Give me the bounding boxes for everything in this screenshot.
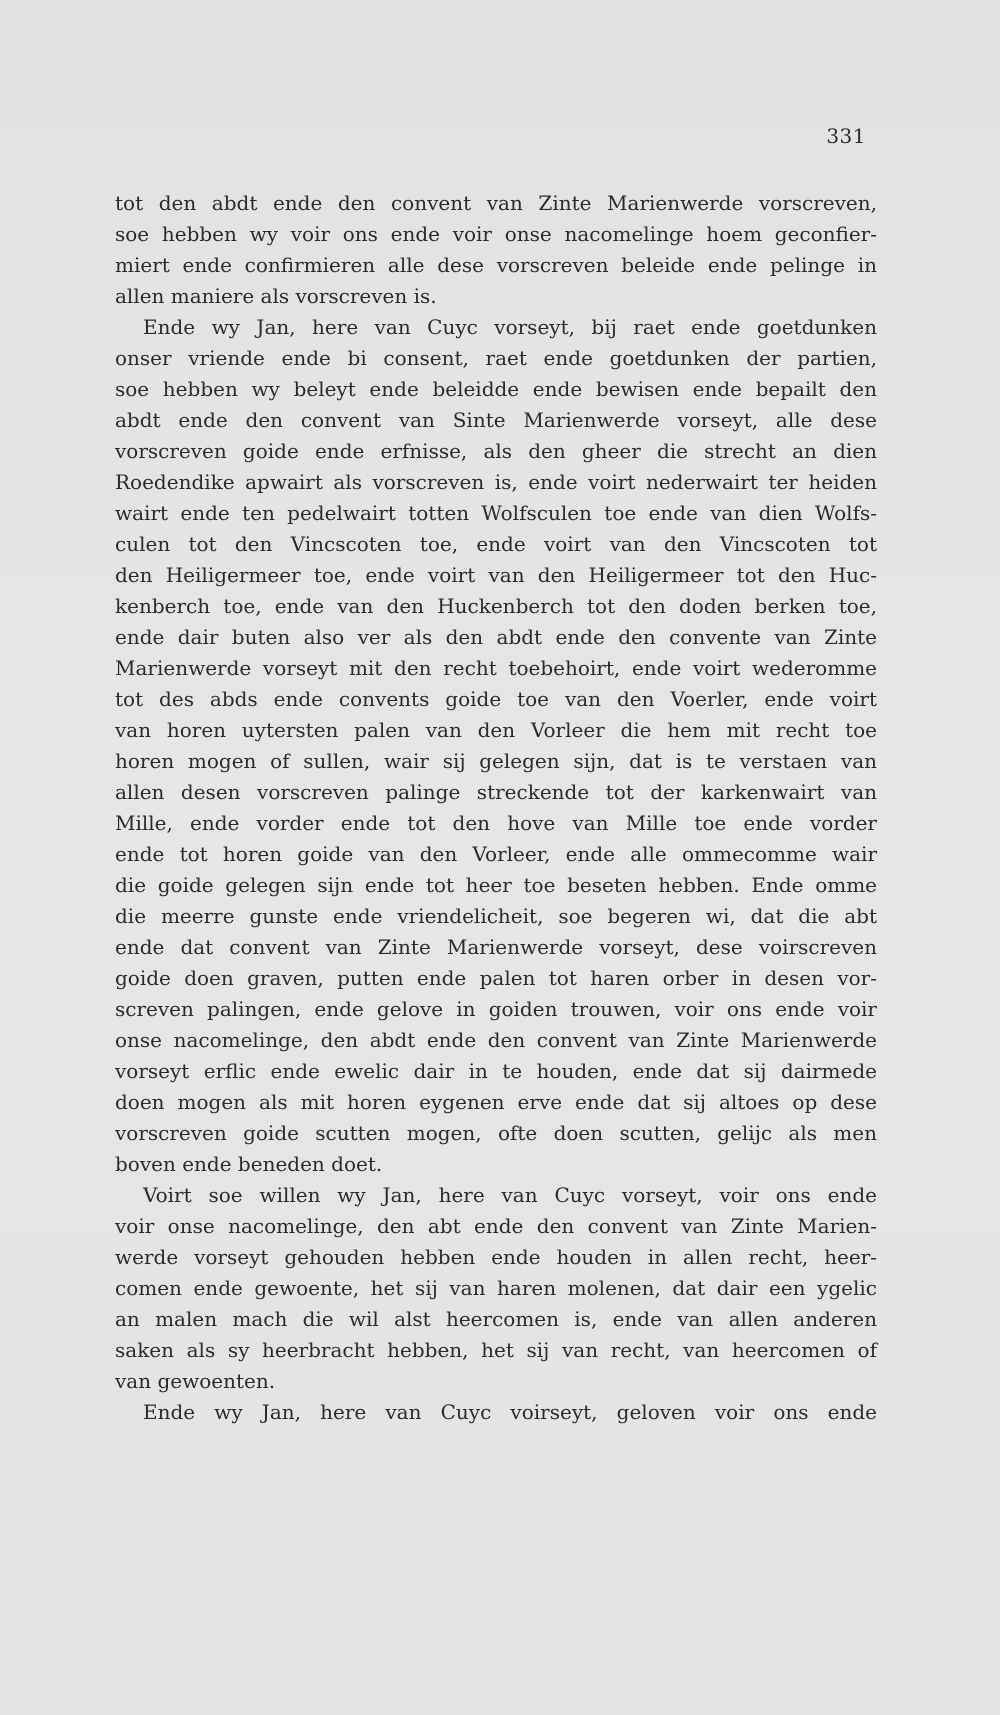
text-line: van gewoenten.	[115, 1369, 276, 1393]
text-line: die goide gelegen sijn ende tot heer toe beseten hebben. Ende omme	[115, 873, 877, 897]
text-line: ende dair buten also ver als den abdt ende den convente van Zinte	[115, 625, 877, 649]
paragraph	[115, 1180, 877, 1397]
text-line: boven ende beneden doet.	[115, 1152, 383, 1176]
text-line: goide doen graven, putten ende palen tot haren orber in desen vor-	[115, 966, 877, 990]
text-line: saken als sy heerbracht hebben, het sij van recht, van heercomen of	[115, 1338, 877, 1362]
text-line: die meerre gunste ende vriendelicheit, soe begeren wi, dat die abt	[115, 904, 877, 928]
text-line: vorseyt erflic ende ewelic dair in te houden, ende dat sij dairmede	[115, 1059, 877, 1083]
text-line: wairt ende ten pedelwairt totten Wolfsculen toe ende van dien Wolfs-	[115, 501, 877, 525]
text-line: Roedendike apwairt als vorscreven is, ende voirt nederwairt ter heiden	[115, 470, 877, 494]
text-line: Marienwerde vorseyt mit den recht toebehoirt, ende voirt wederomme	[115, 656, 877, 680]
text-line: den Heiligermeer toe, ende voirt van den Heiligermeer tot den Huc-	[115, 563, 877, 587]
text-line: Voirt soe willen wy Jan, here van Cuyc vorseyt, voir ons ende	[143, 1183, 877, 1207]
text-line: Ende wy Jan, here van Cuyc voirseyt, geloven voir ons ende	[143, 1400, 877, 1424]
body-text	[115, 188, 877, 1428]
text-line: voir onse nacomelinge, den abt ende den convent van Zinte Marien-	[115, 1214, 877, 1238]
text-line: van horen uytersten palen van den Vorleer die hem mit recht toe	[115, 718, 877, 742]
text-line: tot des abds ende convents goide toe van den Voerler, ende voirt	[115, 687, 877, 711]
text-line: Mille, ende vorder ende tot den hove van Mille toe ende vorder	[115, 811, 877, 835]
paragraph	[115, 188, 877, 312]
text-line: ende dat convent van Zinte Marienwerde vorseyt, dese voirscreven	[115, 935, 877, 959]
text-line: comen ende gewoente, het sij van haren molenen, dat dair een ygelic	[115, 1276, 877, 1300]
text-line: allen maniere als vorscreven is.	[115, 284, 437, 308]
page-number: 331	[826, 124, 866, 148]
text-line: soe hebben wy voir ons ende voir onse nacomelinge hoem geconfier-	[115, 222, 877, 246]
text-line: an malen mach die wil alst heercomen is, ende van allen anderen	[115, 1307, 877, 1331]
text-line: onser vriende ende bi consent, raet ende goetdunken der partien,	[115, 346, 877, 370]
text-line: soe hebben wy beleyt ende beleidde ende bewisen ende bepailt den	[115, 377, 877, 401]
text-line: doen mogen als mit horen eygenen erve ende dat sij altoes op dese	[115, 1090, 877, 1114]
text-line: werde vorseyt gehouden hebben ende houden in allen recht, heer-	[115, 1245, 877, 1269]
text-line: culen tot den Vincscoten toe, ende voirt van den Vincscoten tot	[115, 532, 877, 556]
text-line: tot den abdt ende den convent van Zinte Marienwerde vorscreven,	[115, 191, 877, 215]
text-line: vorscreven goide scutten mogen, ofte doen scutten, gelijc als men	[115, 1121, 877, 1145]
text-line: onse nacomelinge, den abdt ende den convent van Zinte Marienwerde	[115, 1028, 877, 1052]
text-line: vorscreven goide ende erfnisse, als den gheer die strecht an dien	[115, 439, 877, 463]
text-line: miert ende confirmieren alle dese vorscreven beleide ende pelinge in	[115, 253, 877, 277]
text-line: kenberch toe, ende van den Huckenberch tot den doden berken toe,	[115, 594, 877, 618]
text-line: screven palingen, ende gelove in goiden trouwen, voir ons ende voir	[115, 997, 877, 1021]
paragraph	[115, 1397, 877, 1428]
text-line: horen mogen of sullen, wair sij gelegen sijn, dat is te verstaen van	[115, 749, 877, 773]
paragraph	[115, 312, 877, 1180]
text-line: Ende wy Jan, here van Cuyc vorseyt, bij raet ende goetdunken	[143, 315, 877, 339]
text-line: abdt ende den convent van Sinte Marienwerde vorseyt, alle dese	[115, 408, 877, 432]
text-line: ende tot horen goide van den Vorleer, ende alle ommecomme wair	[115, 842, 877, 866]
text-line: allen desen vorscreven palinge streckende tot der karkenwairt van	[115, 780, 877, 804]
